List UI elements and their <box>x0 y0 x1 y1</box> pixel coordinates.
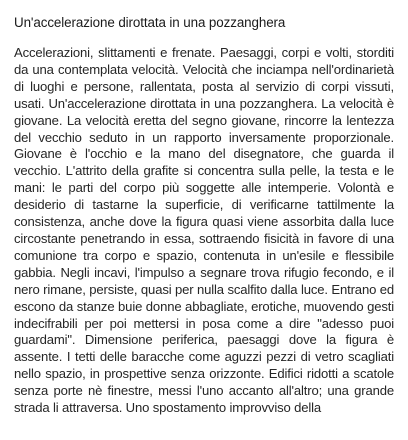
article-title: Un'accelerazione dirottata in una pozzanghera <box>14 15 286 30</box>
article-body: Accelerazioni, slittamenti e frenate. Paesaggi, corpi e volti, storditi da una contemplata velocità. Velocità che inciampa nell'ordinarietà di luoghi e persone, rallentata, posta al servizio di corpi vissuti, usati. Un'accelerazione dirottata in una pozzanghera. La velocità è giovane. La velocità eretta del segno giovane, rincorre la lentezza del vecchio seduto in un rapporto inversamente proporzionale. Giovane è l'occhio e la mano del disegnatore, che guarda il vecchio. L'attrito della grafite si concentra sulla pelle, la testa e le mani: le parti del corpo più soggette alle intemperie. Volontà e desiderio di tastarne la superficie, di verificarne tattilmente la consistenza, anche dove la figura quasi viene assorbita dalla luce circostante penetrando in essa, sottraendo fisicità in favore di una comunione tra corpo e spazio, contenuta in un'esile e flessibile gabbia. Negli incavi, l'impulso a segnare trova rifugio fecondo, e il nero rimane, persiste, quasi per nulla scalfito dalla luce. Entrano ed escono da stanze buie donne abbagliate, erotiche, muovendo gesti indecifrabili per poi mettersi in posa come a dire "adesso puoi guardami". Dimensione periferica, paesaggi dove la figura è assente. I tetti delle baracche come aguzzi pezzi di vetro scagliati nello spazio, in prospettive senza orizzonte. Edifici ridotti a scatole senza porte nè finestre, messi l'uno accanto all'altro; una grande strada li attraversa. Uno spostamento improvviso della <box>14 45 394 416</box>
article <box>14 14 394 417</box>
